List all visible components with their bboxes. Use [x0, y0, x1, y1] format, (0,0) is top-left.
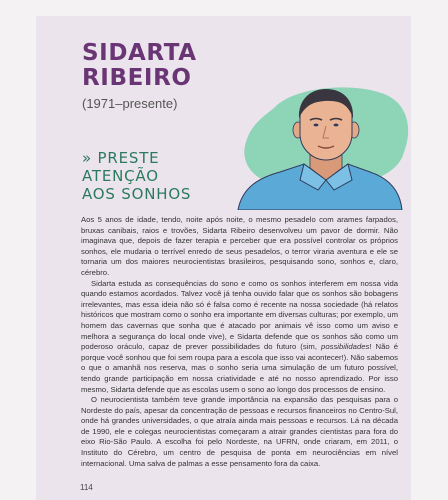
page-number: 114 — [80, 483, 93, 492]
title-line-1: » PRESTE — [82, 149, 160, 167]
left-eye — [314, 124, 319, 127]
lifespan: (1971–presente) — [82, 96, 178, 111]
paragraph-1: Aos 5 anos de idade, tendo, noite após noite, o mesmo pesadelo com arames farpados, bruxas canibais, raios e trovões, Sidarta Ribeiro desenvolveu um pavor de dormir. Não imaginava que, depois de fazer terapia e perceber que era possível controlar os próprios sonhos, ele mudaria o terrível enredo de seus pesadelos, o terror viraria aventura e ele se tornaria um dos maiores neurocientistas brasileiros, pesquisando sono, sonhos e, claro, cérebro. — [81, 215, 398, 277]
paragraph-3: O neurocientista também teve grande importância na expansão das pesquisas para o Nordeste do país, apesar da concentração de pessoas e recursos financeiros no Centro-Sul, onde há grandes universidades, o que atraía ainda mais pessoas e recursos. Lá na década de 1990, ele e colegas neurocientistas começaram a atrair grandes cientistas para fora do eixo Rio-São Paulo. A escolha foi pelo Nordeste, na UFRN, onde criaram, em 2011, o Instituto do Cérebro, um centro de pesquisa de ponta em neurociências em nível internacional. Uma salva de palmas a esse pensamento fora da caixa. — [81, 395, 398, 468]
name-line-2: RIBEIRO — [82, 65, 192, 91]
right-eye — [334, 124, 339, 127]
paragraph-2: Sidarta estuda as consequências do sono e como os sonhos interferem em nossa vida quando estamos acordados. Talvez você já tenha ouvido falar que os sonhos são bobagens irrelevantes, mas essa ideia não só é falsa como é recente na nossa sociedade (há relatos históricos que mostram como o sonho era importante em diversas culturas; por exemplo, um homem das cavernas que sonha que é atacado por animais vê isso como um aviso e melhora a segurança do local onde vive), e Sidarta defende que os sonhos são como um poderoso oráculo, capaz de prever possibilidades do futuro (sim, possibilidades! Não é porque você sonhou que foi sem roupa para a escola que isso vai acontecer!). Não sabemos o que o amanhã nos reserva, mas o sonho seria uma simulação de um futuro possível, tendo grande participação em nossa criatividade e até no nosso aprendizado. Por isso mesmo, Sidarta defende que as escolas usem o sono ao longo dos processos de ensino. — [81, 278, 398, 394]
portrait-illustration — [234, 80, 412, 210]
title-line-3: AOS SONHOS — [82, 185, 192, 203]
person-name — [82, 41, 197, 91]
name-line-1: SIDARTA — [82, 40, 197, 66]
chapter-title — [82, 149, 191, 203]
book-page — [36, 16, 411, 500]
title-line-2: ATENÇÃO — [82, 167, 159, 185]
article-body — [81, 215, 398, 469]
